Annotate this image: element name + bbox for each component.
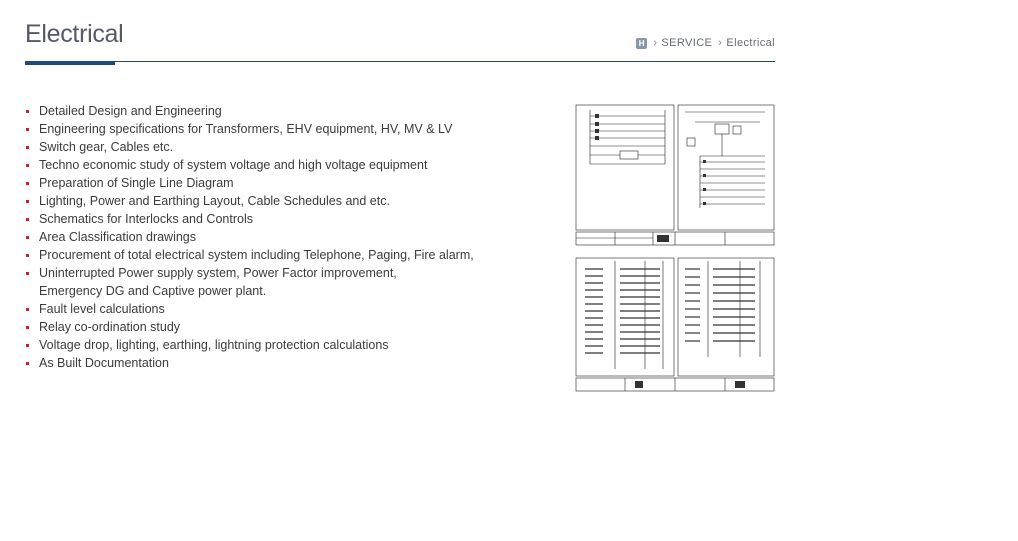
bullet-icon <box>26 254 29 257</box>
list-item <box>25 210 474 228</box>
list-item <box>25 246 474 264</box>
bullet-icon <box>26 344 29 347</box>
list-item <box>25 354 474 372</box>
single-line-diagram-image <box>575 104 775 246</box>
chevron-right-icon: › <box>718 37 723 49</box>
chevron-right-icon: › <box>653 37 658 49</box>
schematic-diagram-image <box>575 257 775 392</box>
list-item-text: Engineering specifications for Transformers, EHV equipment, HV, MV & LV <box>39 122 453 136</box>
header-divider-accent <box>25 61 115 65</box>
list-item-text: Detailed Design and Engineering <box>39 104 222 118</box>
bullet-icon <box>26 308 29 311</box>
list-item <box>25 300 474 318</box>
bullet-icon <box>26 326 29 329</box>
list-item <box>25 174 474 192</box>
list-item <box>25 102 474 120</box>
list-item-continuation: Emergency DG and Captive power plant. <box>39 284 267 298</box>
list-item <box>25 264 474 300</box>
breadcrumb <box>636 37 775 49</box>
list-item <box>25 192 474 210</box>
bullet-icon <box>26 110 29 113</box>
list-item-text: Area Classification drawings <box>39 230 197 244</box>
list-item-text: Voltage drop, lighting, earthing, lightning protection calculations <box>39 338 389 352</box>
list-item-text: Preparation of Single Line Diagram <box>39 176 234 190</box>
service-list <box>25 102 474 372</box>
bullet-icon <box>26 218 29 221</box>
list-item-text: Relay co-ordination study <box>39 320 181 334</box>
list-item-text: Fault level calculations <box>39 302 165 316</box>
bullet-icon <box>26 272 29 275</box>
breadcrumb-service[interactable]: SERVICE <box>661 37 713 49</box>
list-item <box>25 156 474 174</box>
list-item-text: Uninterrupted Power supply system, Power Factor improvement, <box>39 266 397 280</box>
list-item <box>25 318 474 336</box>
bullet-icon <box>26 236 29 239</box>
bullet-icon <box>26 146 29 149</box>
list-item <box>25 138 474 156</box>
list-item <box>25 120 474 138</box>
bullet-icon <box>26 200 29 203</box>
list-item-text: Lighting, Power and Earthing Layout, Cable Schedules and etc. <box>39 194 390 208</box>
header-divider <box>25 61 775 62</box>
list-item-text: Procurement of total electrical system including Telephone, Paging, Fire alarm, <box>39 248 474 262</box>
bullet-icon <box>26 164 29 167</box>
bullet-icon <box>26 128 29 131</box>
list-item-text: As Built Documentation <box>39 356 169 370</box>
home-icon[interactable]: H <box>636 38 647 49</box>
page-title: Electrical <box>25 20 124 48</box>
list-item-text: Schematics for Interlocks and Controls <box>39 212 253 226</box>
list-item-text: Switch gear, Cables etc. <box>39 140 174 154</box>
list-item-text: Techno economic study of system voltage and high voltage equipment <box>39 158 428 172</box>
list-item <box>25 228 474 246</box>
breadcrumb-current: Electrical <box>726 37 775 49</box>
list-item <box>25 336 474 354</box>
bullet-icon <box>26 362 29 365</box>
bullet-icon <box>26 182 29 185</box>
